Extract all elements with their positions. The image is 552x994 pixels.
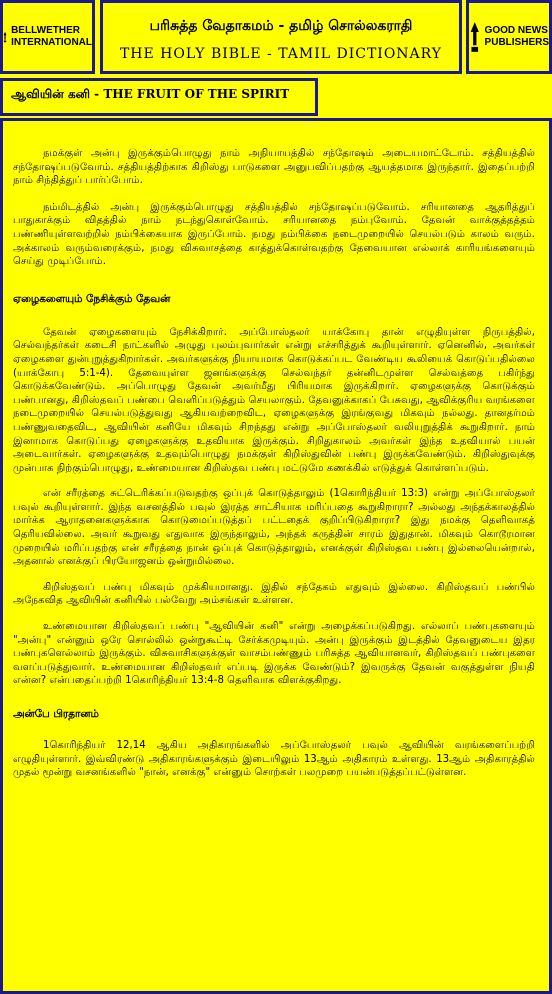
- section-title-english: THE FRUIT OF THE SPIRIT: [103, 87, 290, 101]
- pen-nib-icon: [469, 17, 481, 57]
- left-logo-line2: INTERNATIONAL: [11, 37, 92, 48]
- bellwether-logo: [0, 0, 95, 74]
- right-logo-line1: GOOD NEWS: [484, 25, 548, 36]
- header-title: [100, 0, 462, 74]
- pen-nib-icon: [3, 17, 7, 57]
- title-tamil: பரிசுத்த வேதாகமம் - தமிழ் சொல்லகராதி: [149, 18, 413, 34]
- section-title-separator: -: [90, 87, 104, 101]
- good-news-logo: [466, 0, 552, 74]
- heading-god-loves-poor: ஏழைகளையும் நேசிக்கும் தேவன்: [13, 292, 171, 305]
- section-title-tamil: ஆவியின் கனி: [11, 87, 90, 101]
- paragraph-1: நமக்குள் அன்பு இருக்கும்பொழுது நாம் அநியாயத்தில் சந்தோஷம் அடையமாட்டோம். சத்தியத்தில் சந்தோஷப்படுவோம். சத்தியத்திற்காக கிறிஸ்து பாடுகளை அனுபவிப்பதற்கு ஆயத்தமாக இருந்தார். இதைப்பற்றி நாம் சிந்தித்துப் பார்ப்போம்.: [13, 148, 535, 187]
- paragraph-3: தேவன் ஏழைகளையும் நேசிக்கிறார். அப்போஸ்தலர் யாக்கோபு தான் எழுதியுள்ள நிருபத்தில், செல்வந்தர்கள் கடைசி நாட்களில் அழுது புலம்புவார்கள் என்று எச்சரித்துக் கூறியுள்ளார். ஏனெனில், அவர்கள் ஏழைகளை துன்புறுத்துகிறார்கள். அவர்களுக்கு நியாயமாக கொடுக்கப்பட வேண்டிய கூலியைக் கொடுப்பதில்லை (யாக்கோபு 5:1-4). தேவையுள்ள ஜனங்களுக்கு செல்வந்தர் தன்னிடமுள்ள செல்வத்தை பகிர்ந்து கொடுக்கவேண்டும். அப்பொழுது தேவன் அவர்மீது பிரியமாக இருக்கிறார். ஏழைகளுக்கு கொடுக்கும் பண்பானது, கிறிஸ்தவப் பண்பை வெளிப்படுத்தும் செயலாகும். தேவனுக்காகப் பேசுவது, ஆவிக்குரிய வரங்களை நடைமுறையில் செயல்படுத்துவது ஆகியவற்றைவிட, ஏழைகளுக்கு இரங்குவது மிகவும் நல்லது. தானதர்மம் பண்ணுவதைவிட, ஆவியின் கனியே மிகவும் சிறந்தது என்று அப்போஸ்தலர் வலியுறுத்திக் கூறுகிறார். நாம் இனாமாக கொடுப்பது ஏழைகளுக்கு உதவியாக இருக்கும். சிறிதுகாலம் அவர்கள் இந்த உதவியால் பயன் அடைவார்கள். ஏழைகளுக்கு உதவும்பொழுது நமக்குள் கிறிஸ்துவின் பண்பு இருக்கவேண்டும். கிறிஸ்துவுக்கு முன்பாக நிற்கும்பொழுது, உண்மையான கிறிஸ்தவ பண்பு மட்டுமே கணக்கில் எடுத்துக் கொள்ளப்படும்.: [13, 326, 535, 474]
- paragraph-6: உண்மையான கிறிஸ்தவப் பண்பு "ஆவியின் கனி" என்று அழைக்கப்படுகிறது. எல்லாப் பண்புகளையும் "அன்பு" என்னும் ஒரே சொல்லில் ஒன்றுகூட்டி சேர்க்கமுடியும். அன்பு இருக்கும் இடத்தில் தேவனுடைய இதர பண்புகளெல்லாம் இருக்கும். விசுவாசிகளுக்குள் வாசம்பண்ணும் பரிசுத்த ஆவியானவர், கிறிஸ்தவப் பண்புகளை வளப்படுத்துவார். உண்மையான கிறிஸ்தவர் எப்படி இருக்க வேண்டும்? இவருக்கு தேவன் வகுத்துள்ள நியதி என்ன? என்பதைப்பற்றி 1கொரிந்தியர் 13:4-8 தெளிவாக விளக்குகிறது.: [13, 621, 535, 687]
- right-logo-line2: PUBLISHERS: [484, 37, 549, 48]
- title-english: THE HOLY BIBLE - TAMIL DICTIONARY: [119, 46, 443, 62]
- paragraph-4: என் சரீரத்தை சுட்டெரிக்கப்படுவதற்கு ஒப்புக் கொடுத்தாலும் (1கொரிந்தியர் 13:3) என்று அப்போஸ்தலர் பவுல் கூறியுள்ளார். இந்த வசனத்தில் பவுல் இரத்த சாட்சியாக மரிப்பதை கூறுகிறாரா? அல்லது அந்தக்காலத்தில் மார்க்க ஆராதனைகளுக்காக கொடுமைப்படுத்தப் பட்டதைக் குறிப்பிடுகிறாரா? இது நமக்கு தெளிவாகத் தெரியவில்லை. அவர் கூறுவது எதுவாக இருந்தாலும், அந்தக் கருத்தின் சாரம் இதுதான். மிகவும் கொடூரமான முறையில் மரிப்பதற்கு என் சரீரத்தை நான் ஒப்புக் கொடுத்தாலும், எனக்குள் கிறிஸ்தவ பண்பு இல்லையென்றால், அதனால் எனக்குப் பிரயோஜனம் ஒன்றுமில்லை.: [13, 488, 535, 568]
- paragraph-2: நம்மிடத்தில் அன்பு இருக்கும்பொழுது சத்தியத்தில் சந்தோஷப்படுவோம். சரியானதை ஆதரித்துப் பாதுகாக்கும் விதத்தில் நாம் நடந்துகொள்வோம். சரியானதை நம்புவோம். தேவன் வாக்குத்தத்தம் பண்ணியுள்ளவற்றில் நம்பிக்கையாக இருப்போம். நமது நம்பிக்கை நடைமுறையில் செயல்படும் காலம் வரும். அக்காலம் வரும்வரைக்கும், நமது விசுவாசத்தை காத்துக்கொள்வதற்கு தேவையான எல்லாக் காரியங்களையும் செய்து முடிப்போம்.: [13, 201, 535, 268]
- left-logo-line1: BELLWETHER: [11, 25, 80, 36]
- heading-love-is-primary: அன்பே பிரதானம்: [13, 708, 99, 720]
- section-title: [0, 78, 318, 116]
- article-body: [0, 118, 552, 994]
- paragraph-5: கிறிஸ்தவப் பண்பு மிகவும் முக்கியமானது. இதில் சந்தேகம் எதுவும் இல்லை. கிறிஸ்தவப் பண்பில் அநேகவித ஆவியின் கனியில் பல்வேறு அம்சங்கள் உள்ளன.: [13, 581, 535, 607]
- paragraph-7: 1கொரிந்தியர் 12,14 ஆகிய அதிகாரங்களில் அப்போஸ்தலர் பவுல் ஆவியின் வரங்களைப்பற்றி எழுதியுள்ளார். இவ்விரண்டு அதிகாரங்களுக்கும் இடையிலும் 13ஆம் அதிகாரம் உள்ளது. 13ஆம் அதிகாரத்தில் முதல் மூன்று வசனங்களில் "நான், எனக்கு" என்னும் சொற்கள் பலமுறை பயன்படுத்தப்பட்டுள்ளன.: [13, 740, 535, 779]
